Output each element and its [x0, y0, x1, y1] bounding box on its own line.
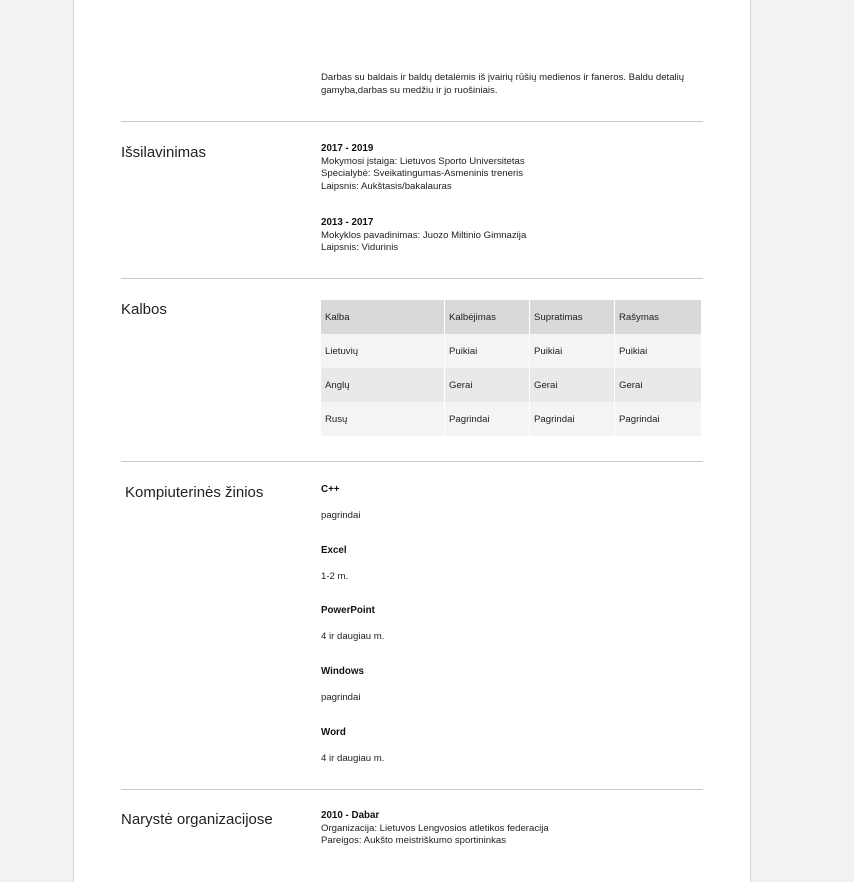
column-header: Kalba [321, 300, 444, 334]
skill-level: 4 ir daugiau m. [321, 631, 385, 642]
languages-table [320, 300, 702, 436]
table-row [321, 402, 701, 436]
column-header: Supratimas [530, 300, 614, 334]
skill-level: pagrindai [321, 510, 361, 521]
membership-entry [321, 810, 703, 848]
membership-organization: Organizacija: Lietuvos Lengvosios atletikos federacija [321, 822, 549, 834]
work-description: Darbas su baldais ir baldų detalėmis iš įvairių rūšių medienos ir faneros. Baldu detalių gamyba,darbas su medžiu ir jo ruošiniais. [321, 72, 685, 96]
skill-level: 1-2 m. [321, 571, 349, 582]
section-divider [121, 121, 703, 122]
computer-skills-heading: Kompiuterinės žinios [125, 484, 264, 501]
table-cell: Puikiai [445, 334, 529, 368]
education-institution: Mokymosi įstaiga: Lietuvos Sporto Universitetas [321, 155, 525, 167]
membership-years: 2010 - Dabar [321, 810, 380, 821]
table-header-row [321, 300, 701, 334]
skill-name: Excel [321, 545, 347, 556]
table-cell: Anglų [321, 368, 444, 402]
memberships-heading: Narystė organizacijose [121, 811, 273, 828]
cv-page [73, 0, 751, 882]
section-divider [121, 789, 703, 790]
languages-heading: Kalbos [121, 301, 167, 318]
section-divider [121, 278, 703, 279]
column-header: Rašymas [615, 300, 701, 334]
membership-role: Pareigos: Aukšto meistriškumo sportininkas [321, 835, 507, 847]
education-heading: Išsilavinimas [121, 144, 207, 161]
column-header: Kalbėjimas [445, 300, 529, 334]
skill-name: Word [321, 727, 346, 738]
education-specialty: Specialybė: Sveikatingumas-Asmeninis treneris [321, 168, 524, 180]
education-degree: Laipsnis: Aukštasis/bakalauras [321, 180, 452, 192]
skill-name: Windows [321, 666, 364, 677]
education-years: 2017 - 2019 [321, 143, 374, 154]
skill-name: C++ [321, 484, 340, 495]
table-row [321, 334, 701, 368]
table-cell: Gerai [530, 368, 614, 402]
education-entry [321, 217, 703, 255]
skill-level: pagrindai [321, 692, 361, 703]
skill-level: 4 ir daugiau m. [321, 753, 385, 764]
table-cell: Pagrindai [445, 402, 529, 436]
table-cell: Puikiai [530, 334, 614, 368]
education-degree: Laipsnis: Vidurinis [321, 242, 399, 254]
table-cell: Pagrindai [530, 402, 614, 436]
education-institution: Mokyklos pavadinimas: Juozo Miltinio Gimnazija [321, 229, 527, 241]
education-entry [321, 143, 703, 193]
education-years: 2013 - 2017 [321, 217, 374, 228]
table-cell: Puikiai [615, 334, 701, 368]
table-cell: Gerai [615, 368, 701, 402]
table-cell: Lietuvių [321, 334, 444, 368]
table-cell: Gerai [445, 368, 529, 402]
table-cell: Rusų [321, 402, 444, 436]
table-row [321, 368, 701, 402]
section-divider [121, 461, 703, 462]
table-cell: Pagrindai [615, 402, 701, 436]
skill-name: PowerPoint [321, 605, 375, 616]
